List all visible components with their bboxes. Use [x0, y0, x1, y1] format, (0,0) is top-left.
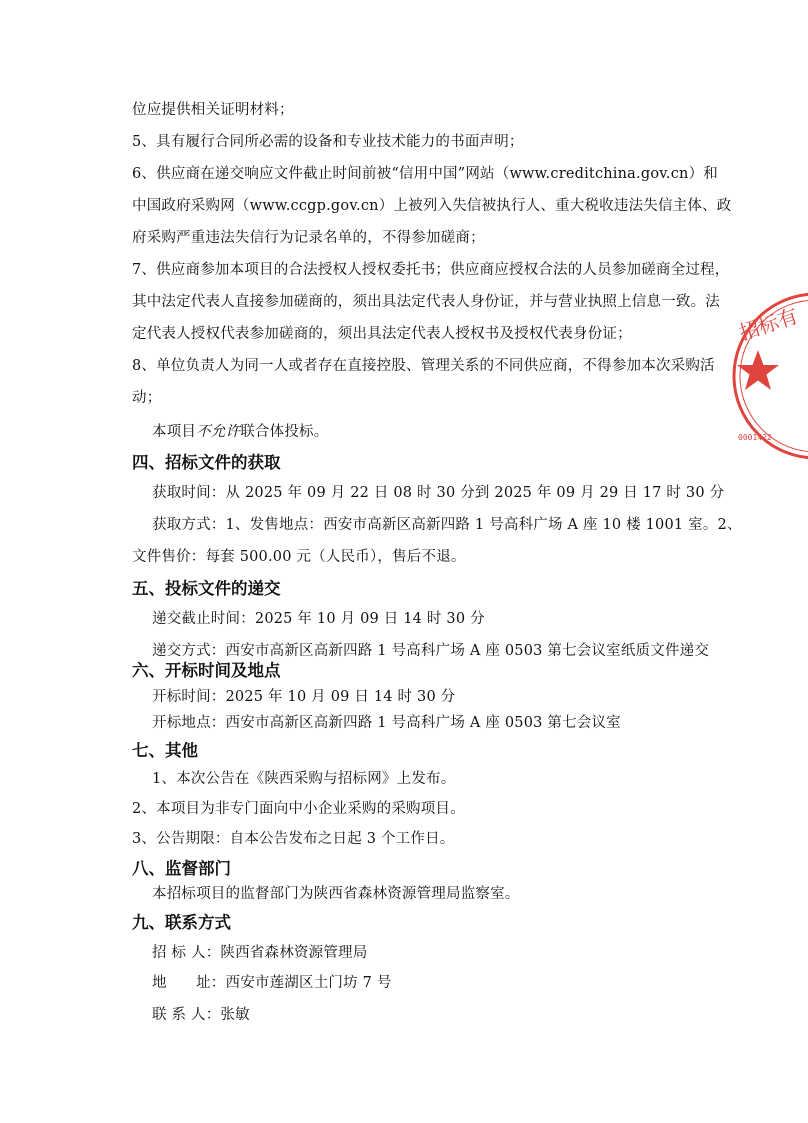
- text-line: 定代表人授权代表参加磋商的，须出具法定代表人授权书及授权代表身份证；: [132, 326, 632, 342]
- text-line: 府采购严重违法失信行为记录名单的，不得参加磋商；: [132, 230, 485, 246]
- section-heading-9: 九、联系方式: [132, 913, 231, 932]
- seal-text: 招标有: [736, 303, 801, 345]
- text-line: 位应提供相关证明材料；: [132, 102, 294, 118]
- official-seal-stamp: [728, 296, 808, 466]
- list-item-6: 6、供应商在递交响应文件截止时间前被“信用中国”网站（www.creditchina.gov.cn）和: [132, 166, 718, 182]
- document-price: 文件售价：每套 500.00 元（人民币），售后不退。: [132, 549, 466, 565]
- contact-label: 地 址：: [152, 975, 226, 991]
- supervision-text: 本招标项目的监督部门为陕西省森林资源管理局监察室。: [152, 886, 520, 902]
- acquire-time: 获取时间：从 2025 年 09 月 22 日 08 时 30 分到 2025 年 09 月 29 日 17 时 30 分: [152, 485, 725, 501]
- contact-label: 招 标 人：: [152, 945, 221, 961]
- section-heading-4: 四、招标文件的获取: [132, 453, 281, 472]
- list-item-8: 8、单位负责人为同一人或者存在直接控股、管理关系的不同供应商，不得参加本次采购活: [132, 358, 715, 374]
- contact-value: 陕西省森林资源管理局: [220, 945, 368, 961]
- other-item-2: 2、本项目为非专门面向中小企业采购的采购项目。: [132, 801, 465, 817]
- contact-row: [152, 973, 392, 993]
- text-line: 其中法定代表人直接参加磋商的，须出具法定代表人身份证，并与营业执照上信息一致。法: [132, 294, 720, 310]
- submit-deadline: 递交截止时间：2025 年 10 月 09 日 14 时 30 分: [152, 611, 485, 627]
- text-line: 动；: [132, 390, 162, 406]
- submit-method: 递交方式：西安市高新区高新四路 1 号高科广场 A 座 0503 第七会议室纸质文件递交: [152, 643, 710, 659]
- consortium-note: [152, 422, 328, 442]
- contact-label: 联 系 人：: [152, 1007, 221, 1023]
- opening-place: 开标地点：西安市高新区高新四路 1 号高科广场 A 座 0503 第七会议室: [152, 715, 621, 731]
- section-heading-8: 八、监督部门: [132, 859, 231, 878]
- other-item-3: 3、公告期限：自本公告发布之日起 3 个工作日。: [132, 831, 455, 847]
- star-icon: [737, 350, 779, 390]
- consortium-suffix: 联合体投标。: [240, 424, 329, 440]
- contact-value: 张敏: [220, 1007, 250, 1023]
- section-heading-7: 七、其他: [132, 741, 198, 760]
- list-item-5: 5、具有履行合同所必需的设备和专业技术能力的书面声明；: [132, 134, 524, 150]
- section-heading-6: 六、开标时间及地点: [132, 661, 281, 680]
- list-item-7: 7、供应商参加本项目的合法授权人授权委托书；供应商应授权合法的人员参加磋商全过程，: [132, 262, 730, 278]
- text-line: 中国政府采购网（www.ccgp.gov.cn）上被列入失信被执行人、重大税收违法失信主体、政: [132, 198, 732, 214]
- consortium-prefix: 本项目: [152, 424, 197, 440]
- seal-serial: 0001422: [738, 433, 772, 442]
- contact-value: 西安市莲湖区土门坊 7 号: [225, 975, 392, 991]
- section-heading-5: 五、投标文件的递交: [132, 579, 281, 598]
- consortium-emphasis: 不允许: [196, 424, 241, 440]
- contact-row: [152, 1005, 250, 1025]
- acquire-method: 获取方式：1、发售地点：西安市高新区高新四路 1 号高科广场 A 座 10 楼 1001 室。2、: [152, 517, 742, 533]
- contact-row: [152, 943, 367, 963]
- other-item-1: 1、本次公告在《陕西采购与招标网》上发布。: [152, 771, 456, 787]
- opening-time: 开标时间：2025 年 10 月 09 日 14 时 30 分: [152, 689, 456, 705]
